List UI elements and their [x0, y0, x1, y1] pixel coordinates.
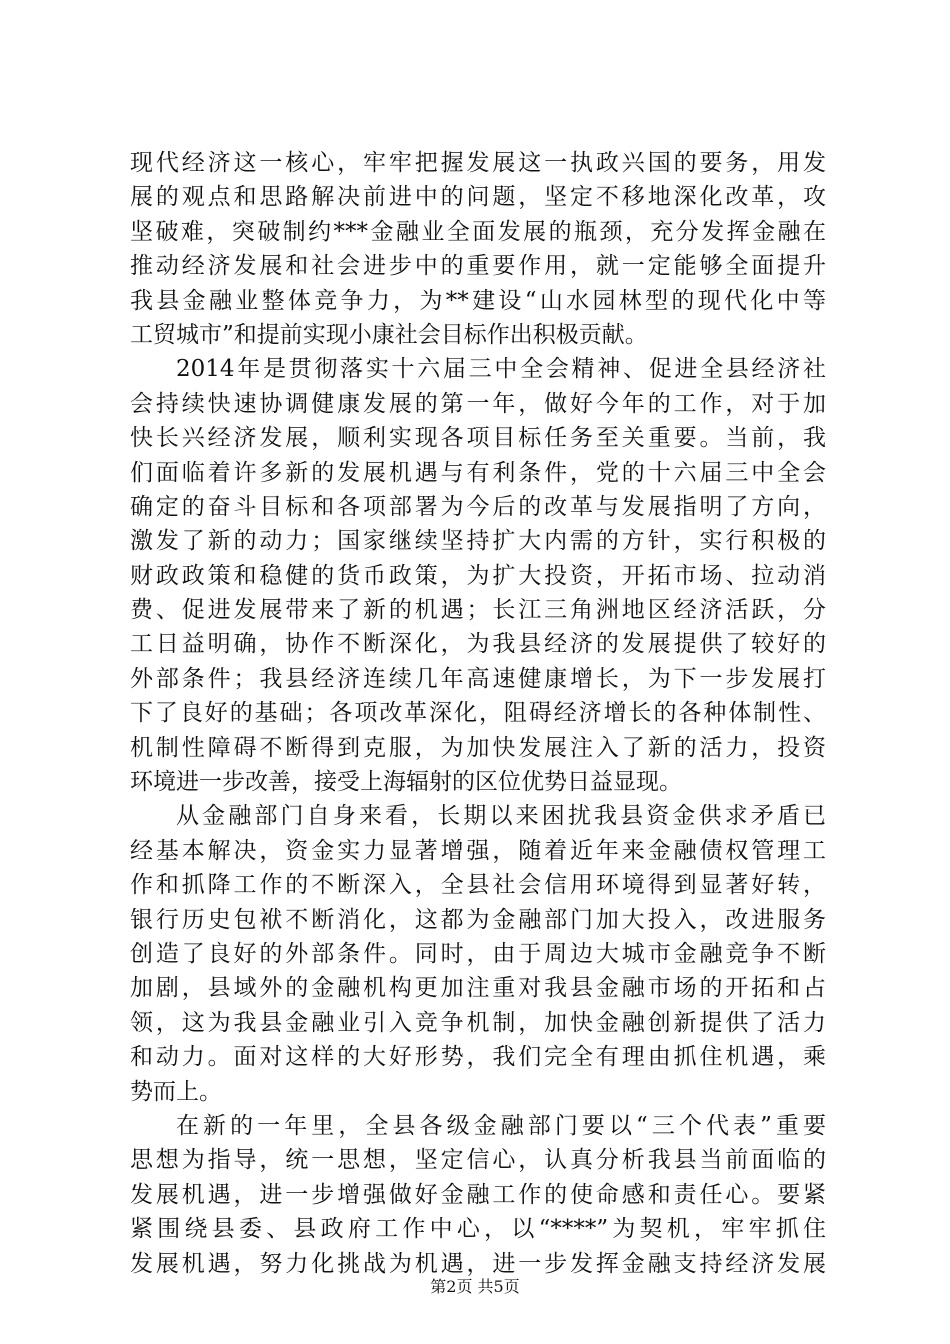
text-line: 工贸城市”和提前实现小康社会目标作出积极贡献。 [130, 321, 648, 348]
text-line: 作和抓降工作的不断深入，全县社会信用环境得到显著好转， [130, 872, 826, 899]
page-footer [0, 1277, 950, 1297]
text-line: 快长兴经济发展，顺利实现各项目标任务至关重要。当前，我 [130, 425, 826, 452]
text-line: 我县金融业整体竞争力，为**建设“山水园林型的现代化中等 [130, 287, 826, 314]
text-line: 费、促进发展带来了新的机遇；长江三角洲地区经济活跃，分 [130, 597, 826, 624]
text-line: 创造了良好的外部条件。同时，由于周边大城市金融竞争不断 [130, 940, 826, 967]
text-line: 们面临着许多新的发展机遇与有利条件，党的十六届三中全会 [130, 459, 826, 486]
text-line: 经基本解决，资金实力显著增强，随着近年来金融债权管理工 [130, 837, 826, 864]
text-line: 工日益明确，协作不断深化，为我县经济的发展提供了较好的 [130, 631, 826, 658]
paragraph [130, 1109, 826, 1281]
text-line: 机制性障碍不断得到克服，为加快发展注入了新的活力，投资 [130, 734, 826, 761]
text-line: 加剧，县域外的金融机构更加注重对我县金融市场的开拓和占 [130, 975, 826, 1002]
text-line: 银行历史包袱不断消化，这都为金融部门加大投入，改进服务 [130, 906, 826, 933]
paragraph [130, 352, 826, 799]
text-line: 环境进一步改善，接受上海辐射的区位优势日益显现。 [130, 769, 682, 796]
text-line: 会持续快速协调健康发展的第一年，做好今年的工作，对于加 [130, 390, 826, 417]
text-line: 领，这为我县金融业引入竞争机制，加快金融创新提供了活力 [130, 1009, 826, 1036]
text-line: 发展机遇，努力化挑战为机遇，进一步发挥金融支持经济发展 [130, 1250, 826, 1277]
text-line: 确定的奋斗目标和各项部署为今后的改革与发展指明了方向， [130, 493, 826, 520]
text-line: 下了良好的基础；各项改革深化，阻碍经济增长的各种体制性、 [130, 700, 826, 727]
text-line: 在新的一年里，全县各级金融部门要以“三个代表”重要 [176, 1112, 826, 1139]
text-line: 从金融部门自身来看，长期以来困扰我县资金供求矛盾已 [176, 803, 826, 830]
text-line: 现代经济这一核心，牢牢把握发展这一执政兴国的要务，用发 [130, 150, 826, 176]
text-line: 外部条件；我县经济连续几年高速健康增长，为下一步发展打 [130, 665, 826, 692]
text-line: 2014年是贯彻落实十六届三中全会精神、促进全县经济社 [176, 356, 826, 383]
text-line: 思想为指导，统一思想，坚定信心，认真分析我县当前面临的 [130, 1147, 826, 1174]
paragraph [130, 146, 826, 352]
text-line: 和动力。面对这样的大好形势，我们完全有理由抓住机遇，乘 [130, 1044, 826, 1071]
page-number: 第2页 共5页 [430, 1277, 520, 1296]
text-line: 势而上。 [130, 1078, 222, 1105]
text-line: 展的观点和思路解决前进中的问题，坚定不移地深化改革，攻 [130, 184, 826, 211]
text-line: 推动经济发展和社会进步中的重要作用，就一定能够全面提升 [130, 253, 826, 280]
text-line: 紧围绕县委、县政府工作中心，以“****”为契机，牢牢抓住 [130, 1216, 826, 1243]
text-line: 激发了新的动力；国家继续坚持扩大内需的方针，实行积极的 [130, 528, 826, 555]
paragraph [130, 799, 826, 1109]
text-line: 坚破难，突破制约***金融业全面发展的瓶颈，充分发挥金融在 [130, 218, 826, 245]
body-text [130, 146, 826, 1281]
text-line: 发展机遇，进一步增强做好金融工作的使命感和责任心。要紧 [130, 1181, 826, 1208]
text-line: 财政政策和稳健的货币政策，为扩大投资，开拓市场、拉动消 [130, 562, 826, 589]
